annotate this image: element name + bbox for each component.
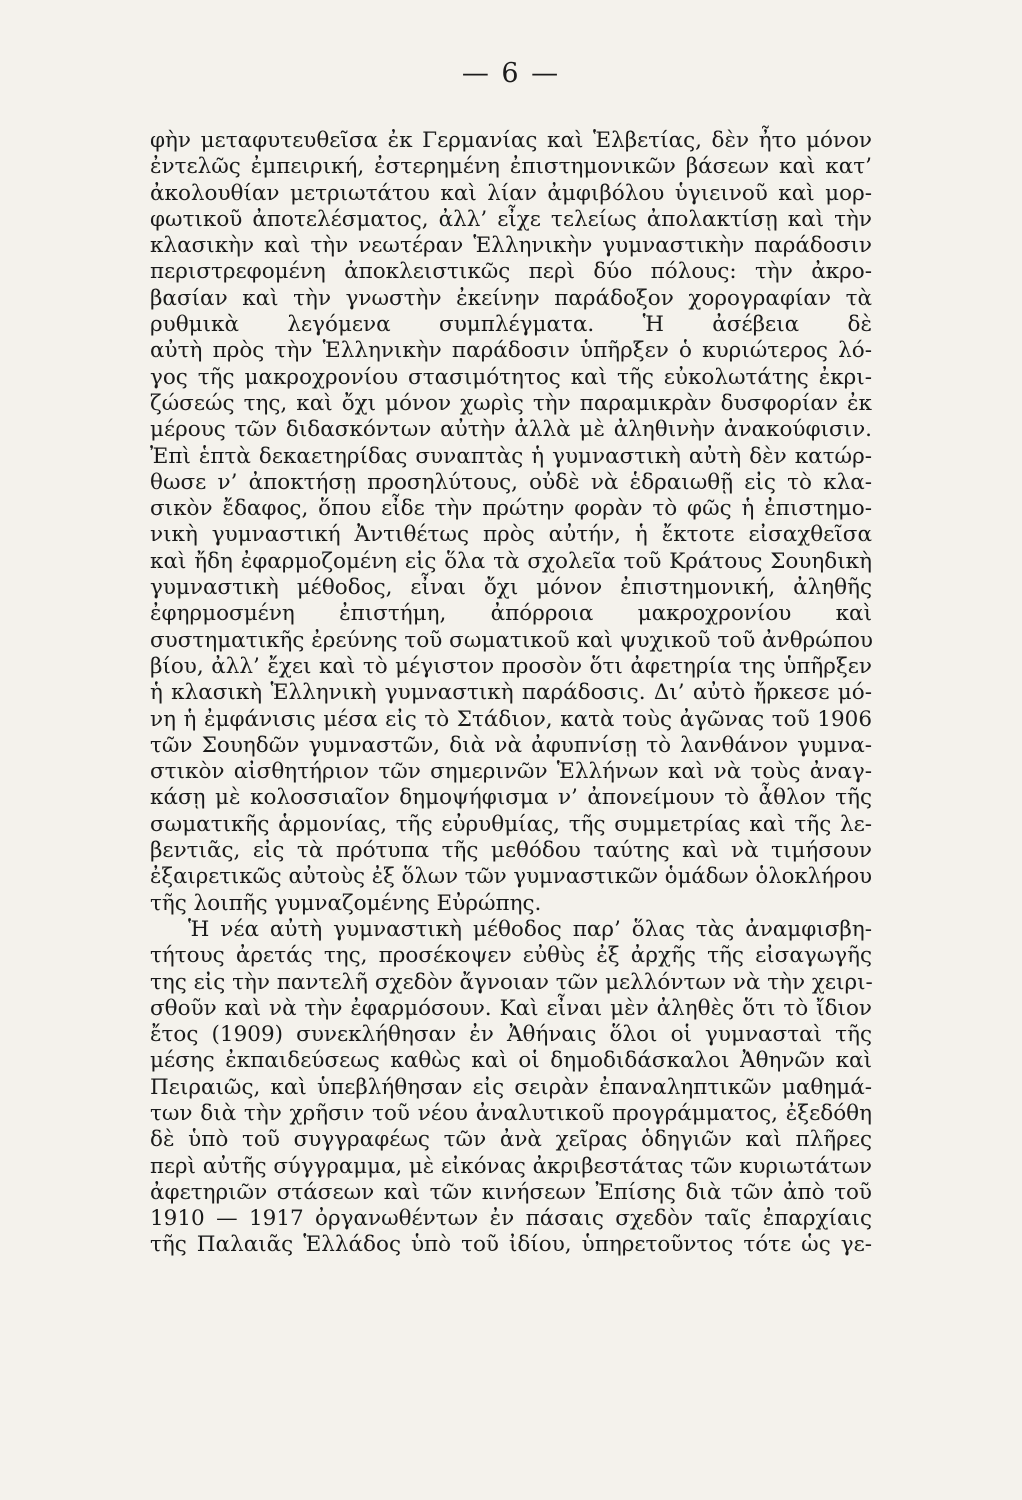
text-line: στικὸν αἰσθητήριον τῶν σημερινῶν Ἑλλήνων καὶ νὰ τοὺς ἀναγ- [150,759,872,785]
text-line: ἀφετηριῶν στάσεων καὶ τῶν κινήσεων Ἐπίσης διὰ τῶν ἀπὸ τοῦ [150,1179,872,1205]
text-line: ζώσεώς της, καὶ ὄχι μόνον χωρὶς τὴν παραμικρὰν δυσφορίαν ἐκ [150,390,872,416]
text-line: νικὴ γυμναστική Ἀντιθέτως πρὸς αὐτήν, ἡ ἔκτοτε εἰσαχθεῖσα [150,522,872,548]
text-line: τήτους ἀρετάς της, προσέκοψεν εὐθὺς ἐξ ἀρχῆς τῆς εἰσαγωγῆς [150,943,872,969]
text-line: της εἰς τὴν παντελῆ σχεδὸν ἄγνοιαν τῶν μελλόντων νὰ τὴν χειρι- [150,969,873,995]
text-line: ἐφηρμοσμένη ἐπιστήμη, ἀπόρροια μακροχρονίου καὶ [150,601,872,627]
text-line: ἔτος (1909) συνεκλήθησαν ἐν Ἀθήναις ὅλοι οἱ γυμνασταὶ τῆς [150,1022,872,1048]
text-line: μέρους τῶν διδασκόντων αὐτὴν ἀλλὰ μὲ ἀληθινὴν ἀνακούφισιν. [150,417,872,443]
text-line: 1910 — 1917 ὀργανωθέντων ἐν πάσαις σχεδὸν ταῖς ἐπαρχίαις [150,1206,872,1232]
text-line: ρυθμικὰ λεγόμενα συμπλέγματα. Ἡ ἀσέβεια δὲ [150,312,872,338]
text-line: συστηματικῆς ἐρεύνης τοῦ σωματικοῦ καὶ ψυχικοῦ τοῦ ἀνθρώπου [150,627,873,653]
text-line: μέσης ἐκπαιδεύσεως καθὼς καὶ οἱ δημοδιδάσκαλοι Ἀθηνῶν καὶ [150,1048,872,1074]
text-line: Ἡ νέα αὐτὴ γυμναστικὴ μέθοδος παρ’ ὅλας τὰς ἀναμφισβη- [188,916,872,942]
text-line: γυμναστικὴ μέθοδος, εἶναι ὄχι μόνον ἐπιστημονική, ἀληθῆς [150,575,872,601]
text-line: σθοῦν καὶ νὰ τὴν ἐφαρμόσουν. Καὶ εἶναι μὲν ἀληθὲς ὅτι τὸ ἴδιον [150,995,872,1021]
text-line: ἀκολουθίαν μετριωτάτου καὶ λίαν ἀμφιβόλου ὑγιεινοῦ καὶ μορ- [150,180,872,206]
text-line: ἐντελῶς ἐμπειρική, ἐστερημένη ἐπιστημονικῶν βάσεων καὶ κατ’ [150,154,872,180]
text-line: κάσῃ μὲ κολοσσιαῖον δημοψήφισμα ν’ ἀπονείμουν τὸ ἆθλον τῆς [150,785,872,811]
text-line: δὲ ὑπὸ τοῦ συγγραφέως τῶν ἀνὰ χεῖρας ὁδηγιῶν καὶ πλῆρες [150,1127,872,1153]
text-line: βασίαν καὶ τὴν γνωστὴν ἐκείνην παράδοξον χορογραφίαν τὰ [150,285,872,311]
text-line: φὴν μεταφυτευθεῖσα ἐκ Γερμανίας καὶ Ἑλβετίας, δὲν ἦτο μόνον [150,128,872,153]
text-line: περὶ αὐτῆς σύγγραμμα, μὲ εἰκόνας ἀκριβεστάτας τῶν κυριωτάτων [150,1153,872,1179]
text-line: βίου, ἀλλ’ ἔχει καὶ τὸ μέγιστον προσὸν ὅτι ἀφετηρία της ὑπῆρξεν [150,653,872,679]
text-line: σικὸν ἔδαφος, ὅπου εἶδε τὴν πρώτην φορὰν τὸ φῶς ἡ ἐπιστημο- [150,496,872,522]
text-line: ἡ κλασικὴ Ἑλληνικὴ γυμναστικὴ παράδοσις. Δι’ αὐτὸ ἤρκεσε μό- [150,680,872,706]
text-line: αὐτὴ πρὸς τὴν Ἑλληνικὴν παράδοσιν ὑπῆρξεν ὁ κυριώτερος λό- [150,338,872,364]
body-text [150,128,872,1259]
text-line: Πειραιῶς, καὶ ὑπεβλήθησαν εἰς σειρὰν ἐπαναληπτικῶν μαθημά- [150,1074,872,1100]
text-line: σωματικῆς ἁρμονίας, τῆς εὐρυθμίας, τῆς συμμετρίας καὶ τῆς λε- [150,811,872,837]
text-line: περιστρεφομένη ἀποκλειστικῶς περὶ δύο πόλους: τὴν ἀκρο- [150,259,872,285]
text-line: ἐξαιρετικῶς αὐτοὺς ἐξ ὅλων τῶν γυμναστικῶν ὁμάδων ὁλοκλήρου [150,864,872,890]
text-line: θωσε ν’ ἀποκτήσῃ προσηλύτους, οὐδὲ νὰ ἑδραιωθῇ εἰς τὸ κλα- [150,469,872,495]
text-line: τῆς λοιπῆς γυμναζομένης Εὐρώπης. [150,890,542,916]
text-line: τῶν Σουηδῶν γυμναστῶν, διὰ νὰ ἀφυπνίσῃ τὸ λανθάνον γυμνα- [150,732,872,758]
text-line: των διὰ τὴν χρῆσιν τοῦ νέου ἀναλυτικοῦ προγράμματος, ἐξεδόθη [150,1100,872,1126]
text-line: Ἐπὶ ἑπτὰ δεκαετηρίδας συναπτὰς ἡ γυμναστικὴ αὐτὴ δὲν κατώρ- [150,443,872,469]
text-line: καὶ ἤδη ἐφαρμοζομένη εἰς ὅλα τὰ σχολεῖα τοῦ Κράτους Σουηδικὴ [150,548,872,574]
page-number: — 6 — [461,58,561,89]
text-line: γος τῆς μακροχρονίου στασιμότητος καὶ τῆς εὐκολωτάτης ἐκρι- [150,364,872,390]
paragraph-2 [150,917,872,1259]
text-line: φωτικοῦ ἀποτελέσματος, ἀλλ’ εἶχε τελείως ἀπολακτίσῃ καὶ τὴν [150,206,872,232]
text-line: κλασικὴν καὶ τὴν νεωτέραν Ἑλληνικὴν γυμναστικὴν παράδοσιν [150,233,872,259]
text-line: τῆς Παλαιᾶς Ἑλλάδος ὑπὸ τοῦ ἰδίου, ὑπηρετοῦντος τότε ὡς γε- [150,1232,872,1258]
text-line: νη ἡ ἐμφάνισις μέσα εἰς τὸ Στάδιον, κατὰ τοὺς ἀγῶνας τοῦ 1906 [150,706,872,732]
paragraph-1 [150,128,872,917]
text-line: βεντιᾶς, εἰς τὰ πρότυπα τῆς μεθόδου ταύτης καὶ νὰ τιμήσουν [150,838,872,864]
